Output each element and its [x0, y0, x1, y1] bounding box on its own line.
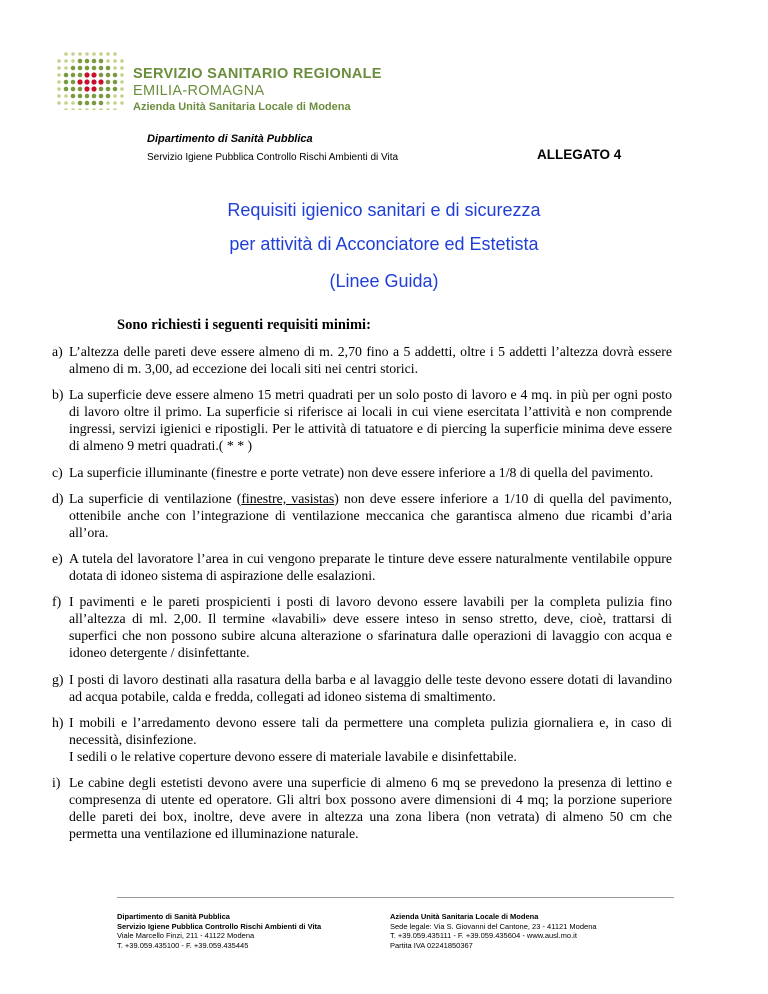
- item-text-underlined: finestre, vasistas: [241, 490, 335, 506]
- item-text: La superficie illuminante (finestre e porte vetrate) non deve essere inferiore a 1/8 di quella del pavimento.: [69, 464, 654, 480]
- item-label: a): [52, 344, 63, 359]
- item-label: i): [52, 774, 61, 790]
- item-text: A tutela del lavoratore l’area in cui vengono preparate le tinture deve essere naturalmente ventilabile oppure dotata di idoneo sistema di aspirazione delle esalazioni.: [69, 550, 672, 584]
- list-item-g: [52, 671, 672, 705]
- item-label: g): [52, 671, 64, 687]
- logo-dots-icon: [55, 50, 129, 110]
- item-text-line1: I mobili e l’arredamento devono essere tali da permettere una completa pulizia giornaliera e, in caso di necessità, disinfezione.: [69, 714, 672, 747]
- title-line2: per attività di Acconciatore ed Estetista: [229, 234, 539, 254]
- item-label: c): [52, 464, 63, 480]
- footer-right-line2: Sede legale: Via S. Giovanni del Cantone, 23 - 41121 Modena: [390, 921, 597, 931]
- item-text: I pavimenti e le pareti prospicienti i posti di lavoro devono essere lavabili per la completa pulizia fino all’altezza di ml. 2,00. Il termine «lavabili» deve essere inteso in senso stretto, deve, cioè, trattarsi di superfici che non possono subire alcuna alterazione o sfarinatura dalle operazioni di lavaggio con acqua e idoneo detergente / disinfettante.: [69, 594, 672, 661]
- requirements-list: [52, 343, 672, 851]
- footer-left-line1: Dipartimento di Sanità Pubblica: [117, 912, 230, 921]
- item-text: I posti di lavoro destinati alla rasatura della barba e al lavaggio delle teste devono essere dotati di lavandino ad acqua potabile, calda e fredda, collegati ad idoneo sistema di smaltimento.: [69, 671, 672, 704]
- footer-left-line2: Servizio Igiene Pubblica Controllo Rischi Ambienti di Vita: [117, 921, 322, 931]
- footer-right-line3: T. +39.059.435111 - F. +39.059.435604 - www.ausl.mo.it: [390, 931, 577, 940]
- footer-divider: [117, 897, 674, 898]
- list-item-i: [52, 774, 672, 842]
- footer-left-line3: Viale Marcello Finzi, 211 - 41122 Modena: [117, 931, 255, 940]
- logo-line2: EMILIA-ROMAGNA: [133, 83, 265, 99]
- footer-left-line4: T. +39.059.435100 - F. +39.059.435445: [117, 940, 249, 950]
- item-text: Le cabine degli estetisti devono avere una superficie di almeno 6 mq se prevedono la presenza di lettino e compresenza di utente ed operatore. Gli altri box possono avere dimensioni di 4 mq; la porzione superiore delle pareti dei box, inoltre, deve avere in altezza una zona libera (non vetrata) di almeno 50 cm che permetta una ventilazione ed illuminazione naturale.: [69, 774, 672, 842]
- title-line3: (Linee Guida): [329, 271, 439, 291]
- list-item-e: [52, 550, 672, 584]
- item-text-post: ) non deve essere inferiore a 1/10 di quella del pavimento, ottenibile anche con l’integrazione di ventilazione meccanica che garantisca almeno due ricambi d’aria all’ora.: [69, 490, 672, 540]
- item-label: d): [52, 490, 64, 506]
- logo-line1: SERVIZIO SANITARIO REGIONALE: [133, 66, 382, 82]
- list-item-a: [52, 343, 672, 377]
- logo-text: [133, 66, 382, 114]
- item-text: L’altezza delle pareti deve essere almeno di m. 2,70 fino a 5 addetti, oltre i 5 addetti l’altezza dovrà essere almeno di m. 3,00, ad eccezione dei locali siti nei centri storici.: [69, 344, 672, 377]
- intro-text: Sono richiesti i seguenti requisiti minimi:: [117, 317, 371, 333]
- list-item-h: [52, 714, 672, 765]
- footer-left: [117, 912, 321, 950]
- list-item-f: [52, 593, 672, 661]
- list-item-b: [52, 386, 672, 454]
- item-label: b): [52, 387, 64, 403]
- department-name: Dipartimento di Sanità Pubblica: [147, 133, 313, 145]
- list-item-d: [52, 490, 672, 541]
- item-text-line2: I sedili o le relative coperture devono essere di materiale lavabile e disinfettabile.: [69, 748, 517, 764]
- footer-right-line1: Azienda Unità Sanitaria Locale di Modena: [390, 912, 539, 921]
- item-text-pre: La superficie di ventilazione (: [69, 490, 242, 506]
- footer-right: [390, 912, 597, 950]
- item-label: h): [52, 714, 64, 730]
- item-label: e): [52, 550, 63, 566]
- list-item-c: [52, 464, 672, 481]
- item-text: La superficie deve essere almeno 15 metri quadrati per un solo posto di lavoro e 4 mq. in più per ogni posto di lavoro oltre il primo. La superficie si riferisce ai locali in cui viene esercitata l’attività e non comprende ingressi, servizi igienici e ripostigli. Per le attività di tatuatore e di piercing la superficie minima deve essere di almeno 9 metri quadrati.( * * ): [69, 387, 672, 454]
- footer-right-line4: Partita IVA 02241850367: [390, 940, 473, 950]
- item-label: f): [52, 594, 62, 610]
- logo-line3: Azienda Unità Sanitaria Locale di Modena: [133, 101, 351, 113]
- service-name: Servizio Igiene Pubblica Controllo Rischi Ambienti di Vita: [147, 152, 399, 163]
- allegato-label: ALLEGATO 4: [537, 147, 622, 162]
- title-line1: Requisiti igienico sanitari e di sicurezza: [227, 200, 541, 220]
